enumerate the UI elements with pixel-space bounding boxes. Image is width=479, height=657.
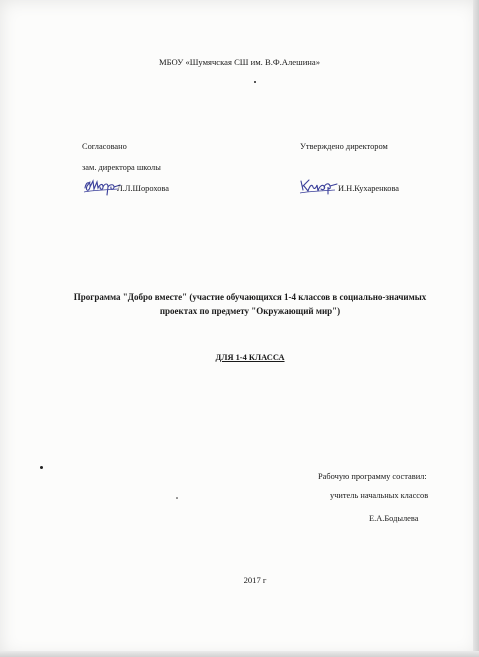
scan-speck <box>40 466 43 469</box>
compiler-name: Е.А.Бодылева <box>369 514 419 523</box>
compiler-label: Рабочую программу составил: <box>318 472 427 481</box>
agreed-heading: Согласовано <box>82 142 127 151</box>
grade-heading: ДЛЯ 1-4 КЛАССА <box>215 353 285 362</box>
page-edge-right <box>473 0 479 657</box>
school-name: МБОУ «Шумячская СШ им. В.Ф.Алешина» <box>158 57 321 67</box>
program-title: Программа "Добро вместе" (участие обучающихся 1-4 классов в социально-значимых проектах по предмету "Окружающий мир") <box>73 292 427 316</box>
compiler-position: учитель начальных классов <box>330 491 429 500</box>
signature-kukharenkova-icon <box>297 175 339 197</box>
year: 2017 г <box>243 575 267 585</box>
scan-speck <box>254 81 256 83</box>
approved-heading: Утверждено директором <box>300 142 388 151</box>
signature-shorokhova-icon <box>82 175 122 197</box>
scan-speck <box>176 497 178 499</box>
director-name: И.Н.Кухаренкова <box>338 184 399 193</box>
deputy-name: Л.Л.Шорохова <box>117 184 169 193</box>
page-edge-bottom <box>0 651 479 657</box>
deputy-position: зам. директора школы <box>82 163 161 172</box>
